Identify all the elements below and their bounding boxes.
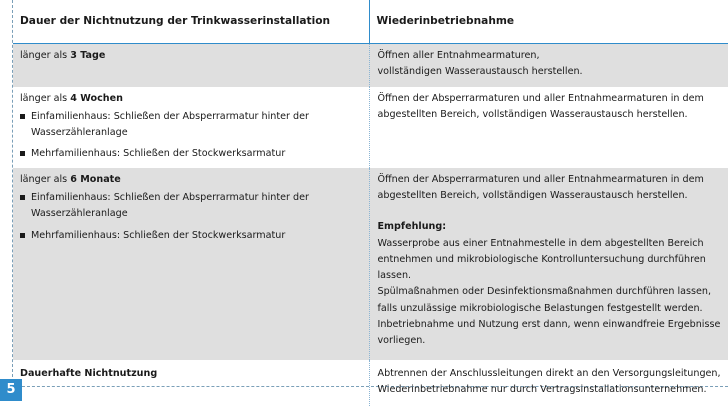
- list-item: Mehrfamilienhaus: Schließen der Stockwerksarmatur: [20, 228, 362, 244]
- table-row: [13, 87, 728, 168]
- reactivation-table: [13, 0, 728, 406]
- list-item: Einfamilienhaus: Schließen der Absperrarmatur hinter der Wasserzähleranlage: [20, 109, 362, 142]
- duration-value: 4 Wochen: [70, 92, 123, 104]
- action-line: Wiederinbetriebnahme nur durch Vertragsinstallationsunternehmen.: [377, 383, 707, 395]
- table-row: [13, 360, 728, 406]
- duration-prefix: länger als: [20, 49, 71, 61]
- list-item: Mehrfamilienhaus: Schließen der Stockwerksarmatur: [20, 146, 362, 162]
- page-number-badge: 5: [0, 379, 22, 401]
- table-row: [13, 43, 728, 87]
- duration-cell: [13, 168, 369, 360]
- action-cell: [369, 168, 728, 360]
- header-duration: Dauer der Nichtnutzung der Trinkwasserinstallation: [13, 0, 369, 43]
- table-header-row: [13, 0, 728, 43]
- action-cell: [369, 87, 728, 168]
- action-line: Öffnen aller Entnahmearmaturen,: [377, 49, 540, 61]
- duration-prefix: länger als: [20, 92, 71, 104]
- duration-cell: [13, 87, 369, 168]
- header-reactivation: Wiederinbetriebnahme: [369, 0, 728, 43]
- duration-cell: [13, 360, 369, 406]
- table-row: [13, 168, 728, 360]
- recommendation-line: Inbetriebnahme und Nutzung erst dann, wenn einwandfreie Ergebnisse vorliegen.: [377, 319, 721, 347]
- action-text: Öffnen der Absperrarmaturen und aller Entnahmearmaturen in dem abgestellten Bereich, vollständigen Wasseraustausch herstellen.: [377, 92, 704, 120]
- duration-prefix: länger als: [20, 173, 71, 185]
- duration-cell: [13, 43, 369, 87]
- measure-list: [20, 190, 362, 244]
- action-line: vollständigen Wasseraustausch herstellen.: [377, 65, 583, 77]
- recommendation-line: Spülmaßnahmen oder Desinfektionsmaßnahmen durchführen lassen, falls unzulässige mikrobiologische Belastungen festgestellt werden.: [377, 286, 712, 314]
- recommendation-line: Wasserprobe aus einer Entnahmestelle in dem abgestellten Bereich entnehmen und mikrobiologische Kontrolluntersuchung durchführen lassen.: [377, 237, 706, 282]
- action-text: Öffnen der Absperrarmaturen und aller Entnahmearmaturen in dem abgestellten Bereich, vollständigen Wasseraustausch herstellen.: [377, 173, 704, 201]
- measure-list: [20, 109, 362, 163]
- duration-label: Dauerhafte Nichtnutzung: [20, 367, 158, 379]
- recommendation-title: Empfehlung:: [377, 221, 447, 233]
- action-cell: [369, 43, 728, 87]
- list-item: Einfamilienhaus: Schließen der Absperrarmatur hinter der Wasserzähleranlage: [20, 190, 362, 223]
- duration-value: 6 Monate: [70, 173, 121, 185]
- duration-value: 3 Tage: [70, 49, 106, 61]
- action-line: Abtrennen der Anschlussleitungen direkt an den Versorgungsleitungen,: [377, 367, 721, 379]
- action-cell: [369, 360, 728, 406]
